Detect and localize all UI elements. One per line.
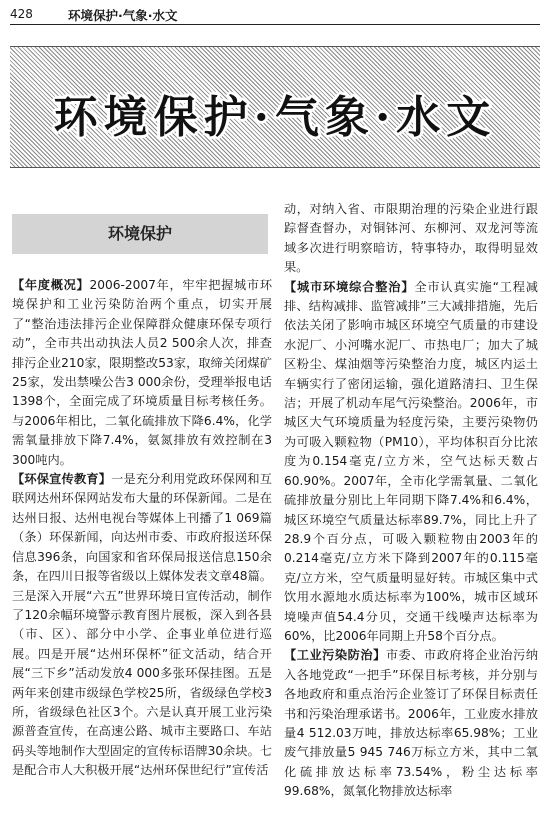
paragraph — [284, 278, 538, 647]
left-column — [12, 276, 272, 781]
section-heading: 环境保护 — [107, 224, 172, 243]
paragraph-text: 全市认真实施“工程减排、结构减排、监管减排”三大减排措施，先后依法关闭了影响市城区环境空气质量的市建设水泥厂、小河嘴水泥厂、市热电厂；加大了城区粉尘、煤油烟等污染整治力度，城区内运土车辆实行了密闭运输，强化道路清扫、卫生保洁；开展了机动车尾气污染整治。2006年，市城区大气环境质量为轻度污染，主要污染物仍为可吸入颗粒物（PM10），平均体积百分比浓度为0.154毫克/立方米，空气达标天数占60.90%。2007年，全市化学需氧量、二氧化硫排放量分别比上年同期下降7.4%和6.4%，城区环境空气质量达标率89.7%，同比上升了28.9个百分点，可吸入颗粒物由2003年的0.214毫克/立方米下降到2007年的0.115毫克/立方米，空气质量明显好转。市城区集中式饮用水源地水质达标率为100%，城市区域环境噪声值54.4分贝，交通干线噪声达标率为60%，比2006年同期上升58个百分点。 — [284, 279, 538, 643]
running-header — [10, 6, 540, 25]
right-column — [284, 200, 538, 802]
page-number: 428 — [10, 7, 33, 21]
paragraph-tag: 【环保宣传教育】 — [12, 472, 112, 487]
paragraph-text: 一是充分利用党政环保网和互联网达州环保网站发布大量的环保新闻。二是在达州日报、达州电视台等媒体上刊播了1 069篇（条）环保新闻，向达州市委、市政府报送环保信息396条，向国家和省环保局报送信息150余条，在四川日报等省级以上媒体发表文章48篇。三是深入开展“六五”世界环境日宣传活动，制作了120余幅环境警示教育图片展板，深入到各县（市、区）、部分中小学、企事业单位进行巡展。四是开展“达州环保杯”征文活动，结合开展“三下乡”活动发放4 000多张环保挂图。五是两年来创建市级绿色学校25所，省级绿色学校3所，省级绿色社区3个。六是认真开展工业污染源普查宣传，在高速公路、城市主要路口、车站码头等地制作大型固定的宣传标语牌30余块。七是配合市人大积极开展“达州环保世纪行”宣传活 — [12, 472, 272, 778]
paragraph-text: 2006-2007年，牢牢把握城市环境保护和工业污染防治两个重点，切实开展了“整治违法排污企业保障群众健康环保专项行动”，全市共出动执法人员2 500余人次，排查排污企业210家，限期整改53家，取缔关闭煤矿25家，发出禁噪公告3 000余份，受理举报电话1398个，全面完成了环境质量目标考核任务。与2006年相比，二氧化硫排放下降6.4%，化学需氧量排放下降7.4%，氨氮排放有效控制在3 300吨内。 — [12, 278, 273, 467]
section-heading-box — [12, 214, 268, 254]
paragraph — [12, 470, 272, 781]
paragraph-text: 动，对纳入省、市限期治理的污染企业进行跟踪督查督办，对铜钵河、东柳河、双龙河等流域多次进行明察暗访，特事特办，取得明显效果。 — [284, 202, 538, 275]
paragraph-text: 市委、市政府将企业治污纳入各地党政“一把手”环保目标考核，并分别与各地政府和重点治污企业签订了环保目标责任书和污染治理承诺书。2006年，工业废水排放量4 512.03万吨，排放达标率65.98%；工业废气排放量5 945 746万标立方米，其中二氧化硫排放达标率73.54%，粉尘达标率99.68%，氮氧化物排放达标率 — [284, 648, 539, 799]
paragraph — [284, 646, 538, 801]
paragraph-tag: 【工业污染防治】 — [284, 648, 386, 663]
paragraph — [12, 276, 272, 470]
chapter-banner — [10, 46, 540, 168]
paragraph-tag: 【城市环境综合整治】 — [284, 279, 415, 294]
paragraph — [284, 200, 538, 278]
chapter-title: 环境保护·气象·水文 — [53, 92, 497, 143]
running-section-title: 环境保护·气象·水文 — [68, 8, 178, 23]
paragraph-tag: 【年度概况】 — [12, 278, 90, 292]
